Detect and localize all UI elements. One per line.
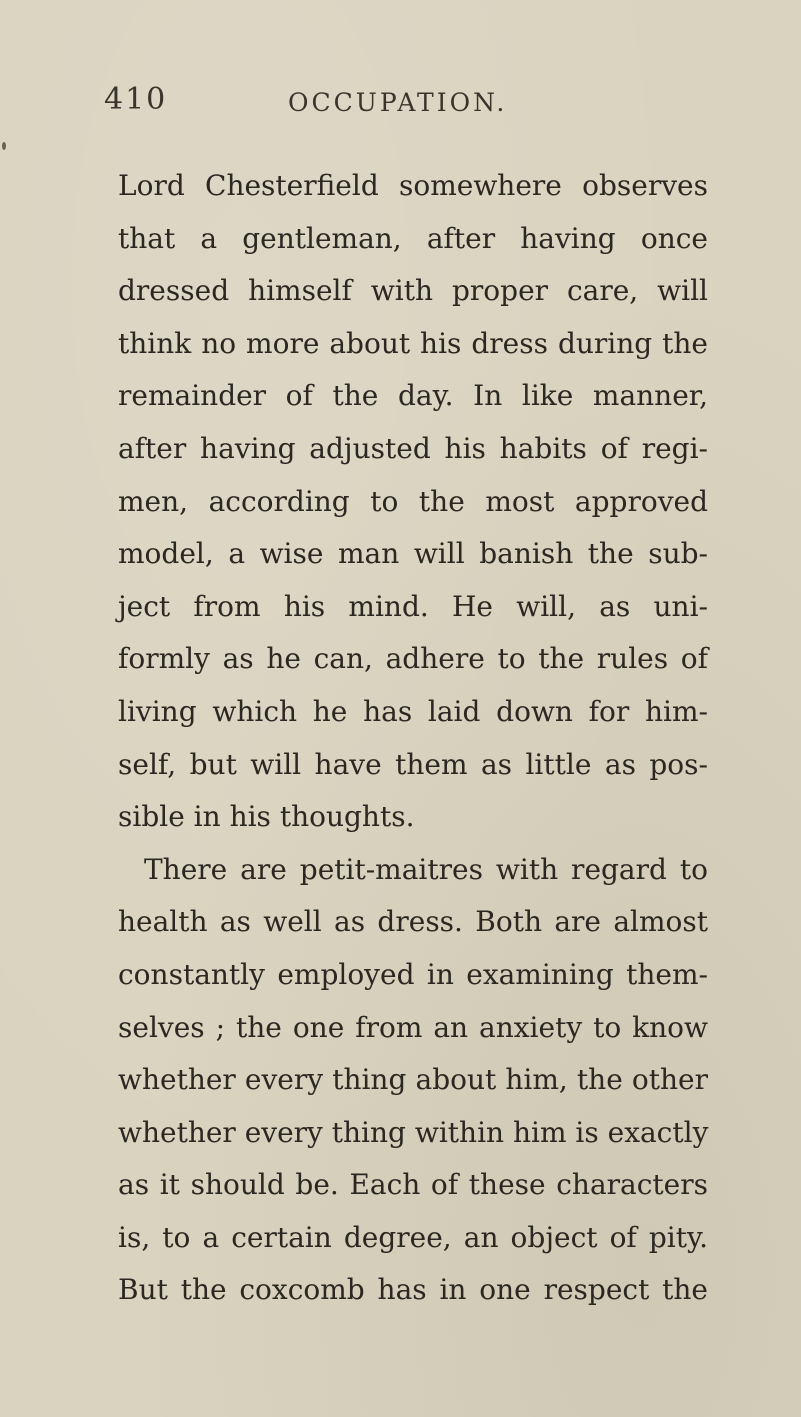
text-line: selves ; the one from an anxiety to know <box>118 1010 708 1044</box>
text-line: whether every thing within him is exactly <box>118 1115 709 1149</box>
text-line: health as well as dress. Both are almost <box>118 905 708 939</box>
text-line: sible in his thoughts. <box>118 800 415 834</box>
text-line: ject from his mind. He will, as uni- <box>118 589 708 623</box>
margin-mark <box>2 142 6 150</box>
running-head <box>104 82 704 122</box>
text-line: living which he has laid down for him- <box>118 694 708 728</box>
text-line: remainder of the day. In like manner, <box>118 379 708 413</box>
running-title: OCCUPATION. <box>288 88 508 117</box>
body-text <box>118 160 708 1317</box>
text-line: model, a wise man will banish the sub- <box>118 537 708 571</box>
text-line: after having adjusted his habits of regi- <box>118 431 708 465</box>
text-line: dressed himself with proper care, will <box>118 274 708 308</box>
text-line: as it should be. Each of these characters <box>118 1168 708 1202</box>
text-line: whether every thing about him, the other <box>118 1063 708 1097</box>
text-line: formly as he can, adhere to the rules of <box>118 642 708 676</box>
text-line: that a gentleman, after having once <box>118 221 708 255</box>
text-line: think no more about his dress during the <box>118 326 708 360</box>
text-line: constantly employed in examining them- <box>118 957 708 991</box>
text-line: men, according to the most approved <box>118 484 708 518</box>
text-line: self, but will have them as little as pos- <box>118 747 708 781</box>
text-line: But the coxcomb has in one respect the <box>118 1273 708 1307</box>
page-number: 410 <box>104 82 168 117</box>
text-line: Lord Chesterfield somewhere observes <box>118 169 708 202</box>
text-line: There are petit-maitres with regard to <box>144 852 708 886</box>
text-line: is, to a certain degree, an object of pity. <box>118 1220 708 1254</box>
